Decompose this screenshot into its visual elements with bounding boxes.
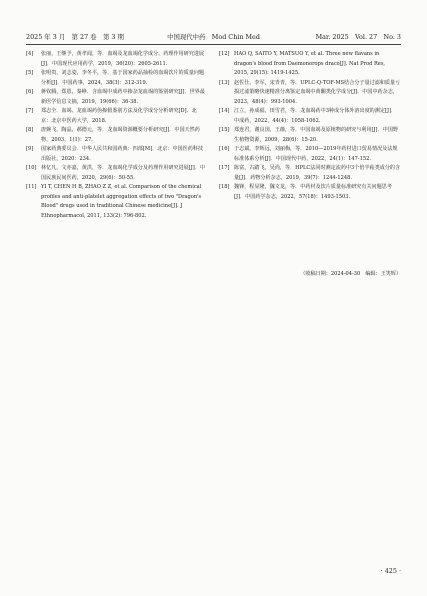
header-rule — [26, 44, 401, 45]
reference-item — [219, 145, 401, 164]
reference-item — [26, 69, 205, 88]
reference-item — [26, 50, 205, 69]
header-issue: 2025 年 3 月 第 27 卷 第 3 期 — [26, 33, 124, 41]
reference-text: 郑连君，谢良国，王薇，等．中国血竭及原植物的研究与利用[J]．中国野生植物资源，2009，28(6)：15-20. — [234, 127, 398, 143]
reference-item — [26, 107, 205, 126]
reference-item — [219, 107, 401, 126]
reference-number: [18] — [219, 184, 230, 190]
reference-number: [9] — [26, 146, 34, 152]
reference-text: 唐婉飞，陶晶，郝德元，等．龙血竭资源概要分析研究[J]．中国天然药物，2003，1(1)：27. — [41, 127, 200, 143]
reference-item — [219, 79, 401, 108]
reference-item — [26, 164, 205, 183]
reference-text: 赵佐仕，李军，宋青青，等．UPLC-Q-TOF-MS结合分子量过滤和质量亏损过滤策略快速精准分离鉴定血竭中黄酮类化学成分[J]．中国中药杂志，2023，48(4)：993-1004. — [234, 79, 401, 105]
reference-text: 魏锋，程显隆，魏文龙，等．中药材及饮片质量标准研究有关问题思考[J]．中国药学杂志，2022，57(18)：1493-1503. — [234, 184, 392, 200]
reference-text: HAO Q, SAITO Y, MATSUO Y, et al. Three new flavans in dragon's blood from Daemonorops draco[J]. Nat Prod Res, 2015, 29(15): 1419-1425. — [234, 51, 386, 76]
reference-number: [7] — [26, 108, 34, 114]
reference-text: 于志斌，李辉远，刘丽梅，等．2010—2019年药材进口贸易情况及法规标准体系分析[J]．中国现代中药，2022，24(1)：147-152. — [234, 146, 398, 162]
reference-number: [12] — [219, 51, 230, 57]
reference-text: YI T, CHEN H B, ZHAO Z Z, et al. Comparison of the chemical profiles and anti-platelet aggregation effects of two "Dragon's Blood" drugs used in traditional Chinese medicine[J]. J Ethnopharmacol, 2011, 133(2): 796-802. — [41, 184, 202, 219]
reference-text: 陈富，古踏飞，吴尚，等．HPLC法同时测定流药中3个倍半萜类成分的含量[J]．药物分析杂志，2019，39(7)：1244-1248. — [234, 165, 401, 181]
references-left-column — [26, 50, 205, 221]
reference-number: [8] — [26, 127, 34, 133]
page-number: · 425 · — [380, 567, 401, 575]
reference-text: 蒋钦腾，郑恩，秦峥．含血竭中成药中掺杂龙血竭的鉴别研究[J]．世界最新医学信息文摘，2019，19(66)：36-38. — [41, 89, 205, 105]
reference-item — [26, 88, 205, 107]
reference-text: 张丽，王继予，黄孝闻，等．血竭及龙血竭化学成分、药理作用研究进展[J]．中国现代应用药学，2019，36(20)：2605-2611. — [41, 51, 205, 67]
reference-number: [10] — [26, 165, 37, 171]
reference-number: [6] — [26, 89, 34, 95]
reference-item — [219, 126, 401, 145]
header-issue-en: Mar. 2025 Vol. 27 No. 3 — [315, 33, 401, 41]
reference-number: [4] — [26, 51, 34, 57]
references-right-column — [219, 50, 401, 202]
reference-number: [17] — [219, 165, 230, 171]
reference-number: [11] — [26, 184, 37, 190]
header-journal: 中国现代中药 Mod Chin Med — [167, 33, 260, 41]
reference-number: [16] — [219, 146, 230, 152]
reference-number: [13] — [219, 79, 230, 86]
received-date-note: （收稿日期：2024-04-30 编辑：王笑辉） — [300, 271, 401, 277]
reference-text: 林忆凡，文亦嘉，黄洪，等．龙血竭化学成分及药理作用研究进展[J]．中国民族民间医药，2020，29(6)：50-55. — [41, 165, 205, 181]
reference-text: 江立，孙成福，田雪君，等．龙血竭药中3种成分体外溶出度的测定[J]．中成药，2022，44(4)：1058-1062. — [234, 108, 397, 124]
reference-number: [15] — [219, 127, 230, 133]
reference-number: [5] — [26, 70, 34, 76]
reference-text: 郑志全．血竭、龙血竭药伪掺假鉴别方法及化学成分分析研究[D]．北京：北京中医药大学，2018. — [41, 108, 197, 124]
reference-item — [219, 183, 401, 202]
reference-text: 张明贵，刘志姿，李冬平，等．基于国家药品抽检的血竭饮片的质量问题分析[J]．中国药事，2024，38(3)：312-319. — [41, 70, 205, 86]
reference-item — [26, 183, 205, 221]
reference-item — [26, 145, 205, 164]
reference-number: [14] — [219, 108, 230, 114]
reference-item — [26, 126, 205, 145]
reference-item — [219, 50, 401, 79]
reference-text: 国家药典委员会．中华人民共和国药典：四部[M]．北京：中国医药科技出版社，2020：234. — [41, 146, 204, 162]
reference-item — [219, 164, 401, 183]
